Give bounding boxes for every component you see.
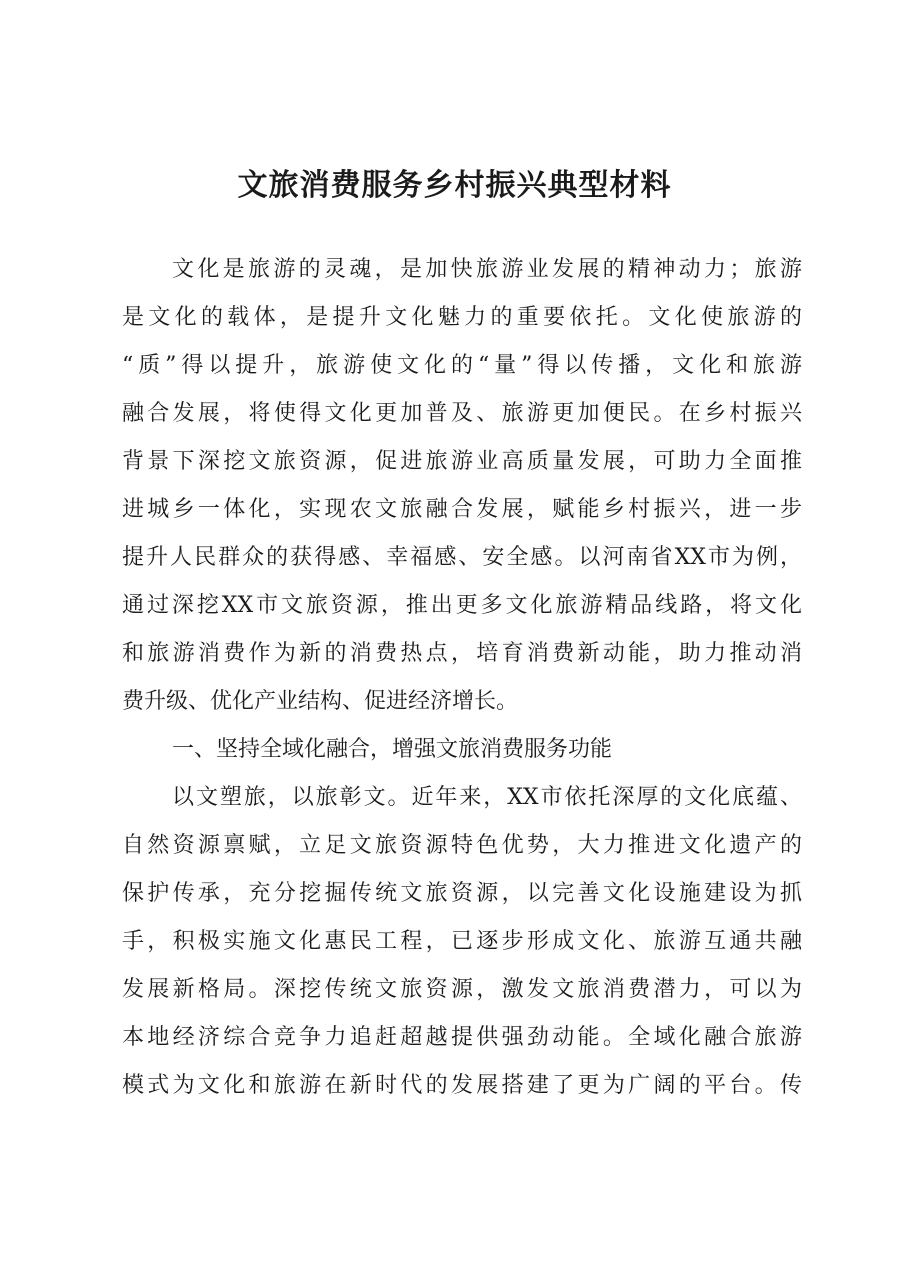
section-heading: 一、坚持全域化融合，增强文旅消费服务功能 — [172, 737, 613, 762]
paragraph-line: 通过深挖XX市文旅资源，推出更多文化旅游精品线路，将文化 — [122, 593, 802, 618]
paragraph-line: 和旅游消费作为新的消费热点，培育消费新动能，助力推动消 — [122, 641, 802, 666]
document-title: 文旅消费服务乡村振兴典型材料 — [237, 168, 672, 203]
paragraph-line: 进城乡一体化，实现农文旅融合发展，赋能乡村振兴，进一步 — [122, 497, 802, 522]
paragraph-line: 背景下深挖文旅资源，促进旅游业高质量发展，可助力全面推 — [122, 449, 802, 474]
paragraph-line: 模式为文化和旅游在新时代的发展搭建了更为广阔的平台。传 — [122, 1073, 802, 1098]
paragraph-line: 手，积极实施文化惠民工程，已逐步形成文化、旅游互通共融 — [122, 929, 802, 954]
paragraph-line: 是文化的载体，是提升文化魅力的重要依托。文化使旅游的 — [122, 305, 802, 330]
paragraph-line: “质”得以提升，旅游使文化的“量”得以传播，文化和旅游 — [122, 353, 802, 378]
paragraph-line: 以文塑旅，以旅彰文。近年来，XX市依托深厚的文化底蕴、 — [172, 785, 802, 810]
paragraph-line: 文化是旅游的灵魂，是加快旅游业发展的精神动力；旅游 — [172, 257, 802, 282]
paragraph-line: 本地经济综合竞争力追赶超越提供强劲动能。全域化融合旅游 — [122, 1025, 802, 1050]
paragraph-line: 保护传承，充分挖掘传统文旅资源，以完善文化设施建设为抓 — [122, 881, 802, 906]
paragraph-line: 提升人民群众的获得感、幸福感、安全感。以河南省XX市为例， — [122, 545, 802, 570]
paragraph-line: 融合发展，将使得文化更加普及、旅游更加便民。在乡村振兴 — [122, 401, 802, 426]
paragraph-line: 费升级、优化产业结构、促进经济增长。 — [122, 689, 519, 714]
paragraph-line: 自然资源禀赋，立足文旅资源特色优势，大力推进文化遗产的 — [122, 833, 802, 858]
paragraph-line: 发展新格局。深挖传统文旅资源，激发文旅消费潜力，可以为 — [122, 977, 802, 1002]
